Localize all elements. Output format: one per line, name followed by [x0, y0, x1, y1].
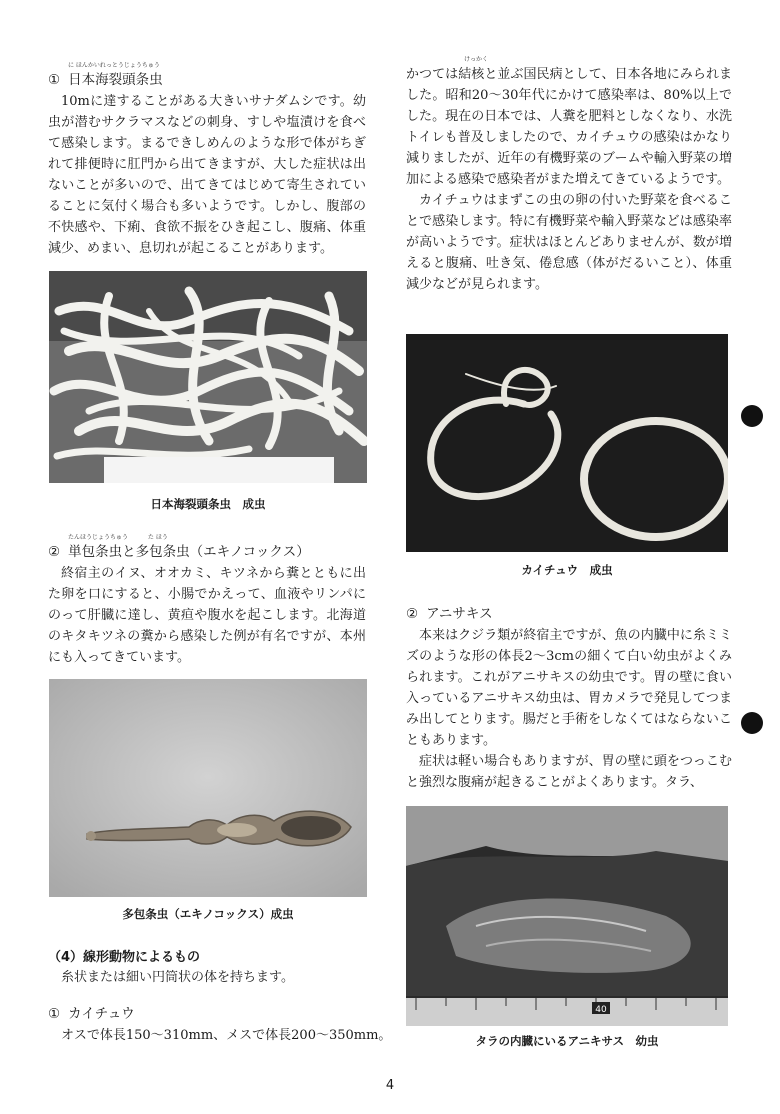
caption-kaichu: カイチュウ 成虫: [521, 563, 613, 577]
photo-nihonkai-tapeworm: [49, 271, 367, 483]
ruby-tanpo: たんほうじょうちゅう た ほう: [68, 534, 168, 541]
ruler-label: 40: [595, 1005, 607, 1015]
section-anisakis: [406, 604, 732, 793]
paragraph-kaichu-history: かつては結核と並ぶ国民病として、日本各地にみられました。昭和20〜30年代にかけて感染率は、80%以上でした。現在の日本では、人糞を肥料としなくなり、水洗トイレも普及しましたので、カイチュウの感染はかなり減りましたが、近年の有機野菜のブームや輸入野菜の増加による感染で感染者がまた増えてきているようです。: [406, 67, 732, 187]
ruby-kekkaku: けっかく: [464, 56, 489, 63]
paragraph-anisakis-symptoms: 症状は軽い場合もありますが、胃の壁に頭をつっこむと強烈な腹痛が起きることがよくあります。タラ、: [406, 754, 732, 790]
section-heading-echinococcus: [48, 542, 366, 563]
heading-title: 単包条虫と多包条虫（エキノコックス）: [68, 544, 310, 560]
paragraph-nematodes: 糸状または細い円筒状の体を持ちます。: [61, 970, 294, 985]
heading-title: アニサキス: [426, 606, 493, 622]
paragraph-anisakis: 本来はクジラ類が終宿主ですが、魚の内臓中に糸ミミズのような形の体長2〜3cmの細くて白い幼虫がよくみられます。これがアニサキスの幼虫です。胃の壁に食い入っているアニサキス幼虫は、胃カメラで発見してつまみ出してとります。腸だと手術をしなくてはならないこともあります。: [406, 628, 732, 748]
paragraph-echinococcus: 終宿主のイヌ、オオカミ、キツネから糞とともに出た卵を口にすると、小腸でかえって、血液やリンパにのって肝臓に達し、黄疸や腹水を起こします。北海道のキタキツネの糞から感染した例が有名ですが、本州にも入ってきています。: [48, 566, 366, 665]
heading-number: ①: [48, 72, 61, 88]
section-heading-kaichu: [48, 1004, 366, 1025]
paragraph-kaichu-size: オスで体長150〜310mm、メスで体長200〜350mm。: [61, 1028, 392, 1043]
left-column: [48, 62, 366, 259]
heading-number: ②: [48, 544, 61, 560]
heading-title: カイチュウ: [68, 1006, 135, 1022]
photo-echinococcus: [49, 679, 367, 897]
photo-anisakis: [406, 806, 728, 1026]
section-heading-anisakis: [406, 604, 732, 625]
section-heading-nihonkai: [48, 70, 366, 91]
photo-kaichu: [406, 334, 728, 552]
heading-number: ①: [48, 1006, 61, 1022]
caption-anisakis: タラの内臓にいるアニキサス 幼虫: [475, 1034, 659, 1048]
paragraph-kaichu-infection: カイチュウはまずこの虫の卵の付いた野菜を食べることで感染します。特に有機野菜や輸入野菜などは感染率が高いようです。症状はほとんどありませんが、数が増えると腹痛、吐き気、倦怠感（体がだるいこと）、体重減少などが見られます。: [406, 193, 732, 292]
section-title-nematodes: （4）線形動物によるもの: [48, 950, 201, 965]
heading-title: 日本海裂頭条虫: [68, 72, 163, 88]
page-number: 4: [385, 1078, 395, 1093]
paragraph-nihonkai: 10mに達することがある大きいサナダムシです。幼虫が潜むサクラマスなどの刺身、すしや塩漬けを食べて感染します。まるできしめんのような形で体がちぎれて排便時に肛門から出てきますが、大した症状は出ないことが多いので、出てきてはじめて寄生されていることに気付く場合も多いようです。しかし、腹部の不快感や、下痢、食欲不振をひき起こし、腹痛、体重減少、めまい、息切れが起こることがあります。: [48, 94, 366, 256]
binding-hole-marker: [741, 712, 763, 734]
caption-nihonkai: 日本海裂頭条虫 成虫: [150, 497, 266, 511]
caption-echinococcus: 多包条虫（エキノコックス）成虫: [122, 907, 294, 921]
section-nematodes: [48, 946, 392, 1046]
ruby-nihonkai: に ほんかいれっとうじょうちゅう: [68, 62, 160, 69]
heading-number: ②: [406, 606, 419, 622]
right-column-top: [406, 56, 732, 295]
binding-hole-marker: [741, 405, 763, 427]
section-echinococcus: [48, 534, 366, 668]
